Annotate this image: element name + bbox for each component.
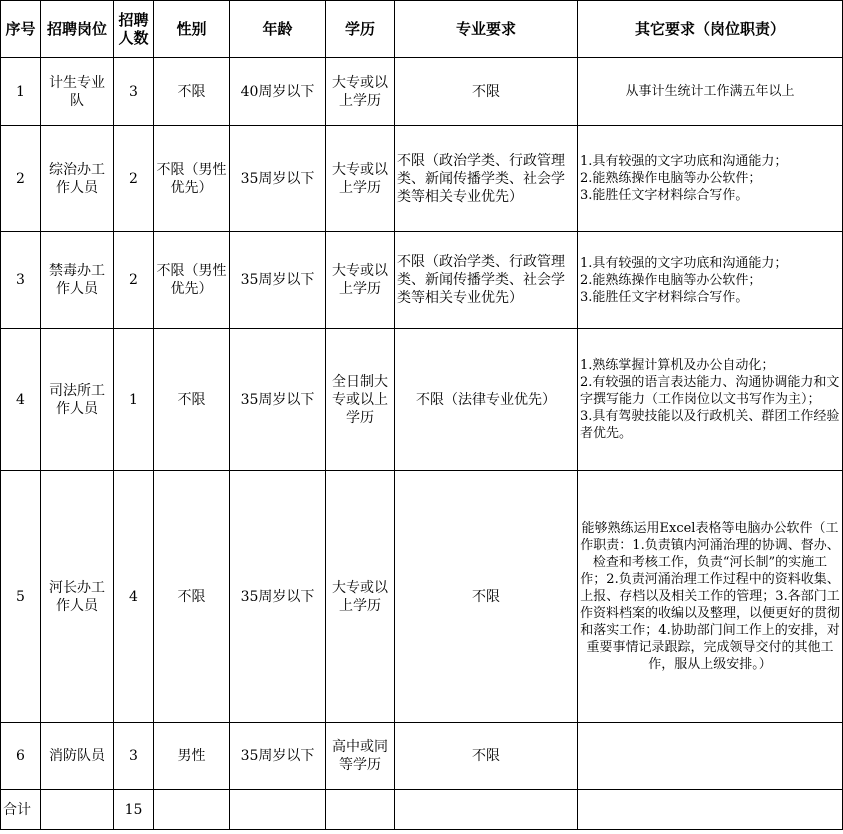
row-edu: 大专或以上学历 (326, 232, 395, 329)
row-edu: 大专或以上学历 (326, 58, 395, 126)
empty-cell (41, 790, 114, 830)
row-post: 计生专业队 (41, 58, 114, 126)
row-gender: 不限（男性优先） (154, 232, 230, 329)
row-major: 不限 (395, 723, 578, 790)
row-gender: 男性 (154, 723, 230, 790)
row-age: 40周岁以下 (230, 58, 326, 126)
row-major: 不限 (395, 471, 578, 723)
row-count: 3 (114, 58, 154, 126)
row-post: 综治办工作人员 (41, 126, 114, 232)
total-label: 合计 (1, 790, 41, 830)
row-age: 35周岁以下 (230, 329, 326, 471)
row-no: 5 (1, 471, 41, 723)
empty-cell (154, 790, 230, 830)
total-count: 15 (114, 790, 154, 830)
row-edu: 大专或以上学历 (326, 471, 395, 723)
row-post: 消防队员 (41, 723, 114, 790)
empty-cell (230, 790, 326, 830)
row-edu: 大专或以上学历 (326, 126, 395, 232)
row-gender: 不限 (154, 471, 230, 723)
row-post: 禁毒办工作人员 (41, 232, 114, 329)
row-other (578, 723, 843, 790)
header-post: 招聘岗位 (41, 1, 114, 58)
header-age: 年龄 (230, 1, 326, 58)
requirement-line: 3.能胜任文字材料综合写作。 (580, 188, 749, 203)
row-no: 2 (1, 126, 41, 232)
requirement-line: 2.能熟练操作电脑等办公软件； (580, 171, 762, 186)
empty-cell (578, 790, 843, 830)
row-other: 能够熟练运用Excel表格等电脑办公软件（工作职责：1.负责镇内河涌治理的协调、督办、检查和考核工作，负责“河长制”的实施工作；2.负责河涌治理工作过程中的资料收集、上报、存档以及相关工作的管理；3.各部门工作资料档案的收编以及整理，以便更好的贯彻和落实工作；4.协助部门间工作上的安排，对重要事情记录跟踪，完成领导交付的其他工作，服从上级安排。） (578, 471, 843, 723)
table-row (1, 58, 843, 126)
header-row (1, 1, 843, 58)
row-edu: 高中或同等学历 (326, 723, 395, 790)
header-other: 其它要求（岗位职责） (578, 1, 843, 58)
requirement-line: 2.能熟练操作电脑等办公软件； (580, 272, 762, 288)
row-major: 不限 (395, 58, 578, 126)
row-no: 3 (1, 232, 41, 329)
header-count: 招聘人数 (114, 1, 154, 58)
row-gender: 不限 (154, 329, 230, 471)
header-gender: 性别 (154, 1, 230, 58)
row-major: 不限（政治学类、行政管理类、新闻传播学类、社会学类等相关专业优先） (395, 232, 578, 329)
row-major: 不限（政治学类、行政管理类、新闻传播学类、社会学类等相关专业优先） (395, 126, 578, 232)
requirement-line: 1.熟练掌握计算机及办公自动化； (580, 358, 775, 373)
row-major: 不限（法律专业优先） (395, 329, 578, 471)
requirement-line: 1.具有较强的文字功底和沟通能力； (580, 255, 788, 271)
row-age: 35周岁以下 (230, 723, 326, 790)
header-no: 序号 (1, 1, 41, 58)
row-age: 35周岁以下 (230, 126, 326, 232)
table-row (1, 723, 843, 790)
row-count: 2 (114, 126, 154, 232)
total-row (1, 790, 843, 830)
row-age: 35周岁以下 (230, 232, 326, 329)
row-other: 从事计生统计工作满五年以上 (578, 58, 843, 126)
row-gender: 不限 (154, 58, 230, 126)
empty-cell (395, 790, 578, 830)
row-no: 4 (1, 329, 41, 471)
row-count: 2 (114, 232, 154, 329)
row-post: 司法所工作人员 (41, 329, 114, 471)
row-post: 河长办工作人员 (41, 471, 114, 723)
requirement-line: 3.能胜任文字材料综合写作。 (580, 289, 749, 305)
table-row (1, 232, 843, 329)
requirement-line: 1.具有较强的文字功底和沟通能力； (580, 154, 788, 169)
row-other (578, 232, 843, 329)
table-row (1, 126, 843, 232)
table-row (1, 329, 843, 471)
requirement-line: 2.有较强的语言表达能力、沟通协调能力和文字撰写能力（工作岗位以文书写作为主）； (580, 375, 840, 407)
row-count: 4 (114, 471, 154, 723)
header-major: 专业要求 (395, 1, 578, 58)
row-other (578, 126, 843, 232)
requirement-line: 3.具有驾驶技能以及行政机关、群团工作经验者优先。 (580, 409, 840, 441)
row-gender: 不限（男性优先） (154, 126, 230, 232)
row-no: 6 (1, 723, 41, 790)
row-other (578, 329, 843, 471)
row-edu: 全日制大专或以上学历 (326, 329, 395, 471)
header-edu: 学历 (326, 1, 395, 58)
table-row (1, 471, 843, 723)
row-count: 1 (114, 329, 154, 471)
row-no: 1 (1, 58, 41, 126)
empty-cell (326, 790, 395, 830)
row-count: 3 (114, 723, 154, 790)
row-age: 35周岁以下 (230, 471, 326, 723)
